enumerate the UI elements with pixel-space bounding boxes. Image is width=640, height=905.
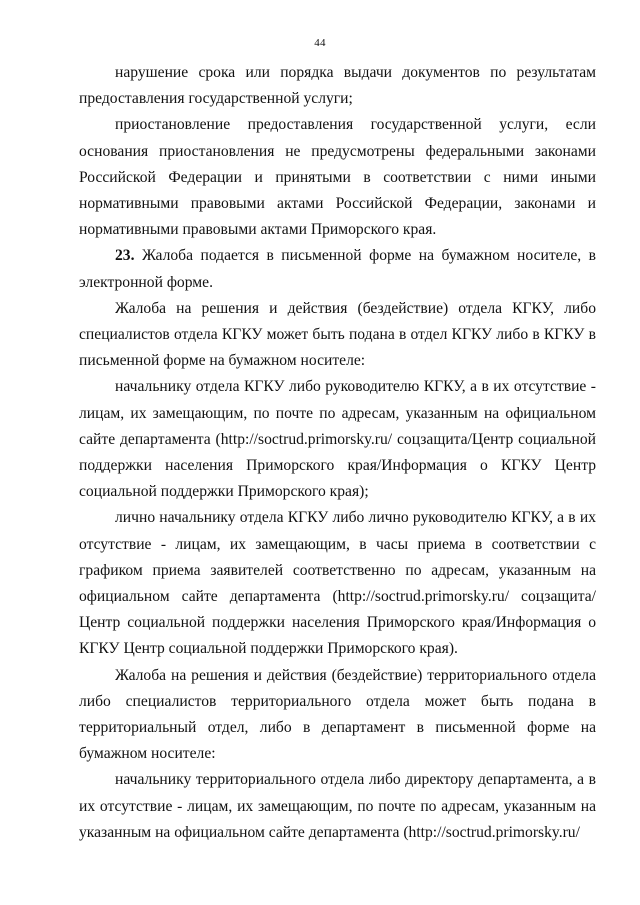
paragraph-text: лично начальнику отдела КГКУ либо лично руководителю КГКУ, а в их отсутствие - лицам, их замещающим, в часы приема в соответствии с графиком приема заявителей соответственно по адресам, указанным на официальном сайте департамента (http://soctrud.primorsky.ru/ соцзащита/Центр социальной поддержки населения Приморского края/Информация о КГКУ Центр социальной поддержки Приморского края).	[79, 509, 596, 658]
paragraph-violation-deadline	[79, 60, 596, 112]
paragraph-text: Жалоба подается в письменной форме на бумажном носителе, в электронной форме.	[79, 247, 596, 291]
paragraph-item-23	[79, 243, 596, 295]
paragraph-complaint-territorial	[79, 663, 596, 768]
paragraph-by-mail-territorial	[79, 767, 596, 846]
paragraph-suspension	[79, 112, 596, 243]
document-body	[79, 60, 596, 846]
paragraph-text: Жалоба на решения и действия (бездействие) территориального отдела либо специалистов территориального отдела может быть подана в территориальный отдел, либо в департамент в письменной форме на бумажном носителе:	[79, 666, 596, 763]
paragraph-text: Жалоба на решения и действия (бездействие) отдела КГКУ, либо специалистов отдела КГКУ может быть подана в отдел КГКУ либо в КГКУ в письменной форме на бумажном носителе:	[79, 299, 596, 370]
paragraph-text: начальнику территориального отдела либо директору департамента, а в их отсутствие - лицам, их замещающим, по почте по адресам, указанным на указанным на официальном сайте департамента (http://soctrud.primorsky.ru/	[79, 771, 596, 841]
paragraph-by-mail-kgku	[79, 374, 596, 505]
paragraph-text: начальнику отдела КГКУ либо руководителю КГКУ, а в их отсутствие - лицам, их замещающим, по почте по адресам, указанным на официальном сайте департамента (http://soctrud.primorsky.ru/ соцзащита/Центр социальной поддержки населения Приморского края/Информация о КГКУ Центр социальной поддержки Приморского края);	[79, 378, 596, 501]
item-number: 23.	[115, 247, 135, 265]
paragraph-complaint-kgku	[79, 296, 596, 375]
page-number: 44	[314, 37, 326, 49]
paragraph-in-person-kgku	[79, 505, 596, 662]
paragraph-text: нарушение срока или порядка выдачи документов по результатам предоставления государственной услуги;	[79, 64, 596, 108]
paragraph-text: приостановление предоставления государственной услуги, если основания приостановления не предусмотрены федеральными законами Российской Федерации и принятыми в соответствии с ними иными нормативными правовыми актами Российской Федерации, законами и нормативными правовыми актами Приморского края.	[79, 116, 596, 239]
